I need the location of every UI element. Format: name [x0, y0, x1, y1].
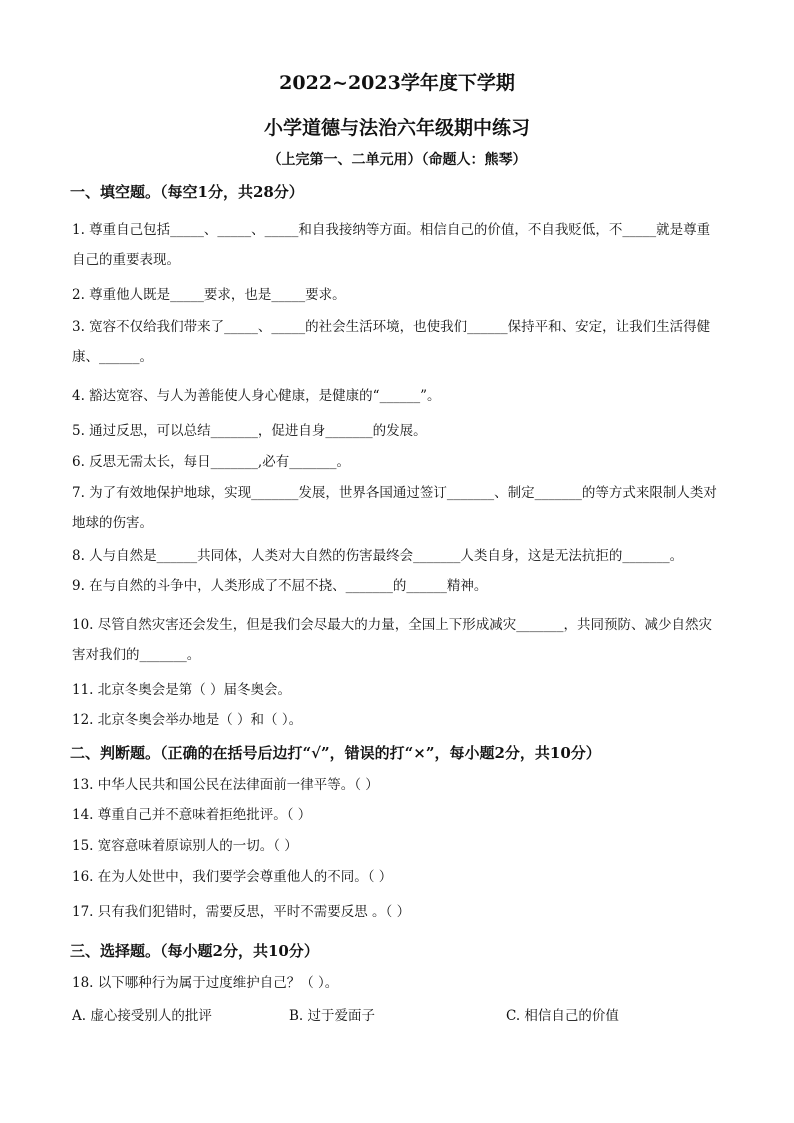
- question-6: 6. 反思无需太长，每日_______,必有_______。: [72, 454, 350, 470]
- option-c: C. 相信自己的价值: [506, 1008, 619, 1024]
- option-b: B. 过于爱面子: [289, 1008, 376, 1024]
- question-13: 13. 中华人民共和国公民在法律面前一律平等。（ ）: [72, 777, 379, 793]
- question-8: 8. 人与自然是______共同体，人类对大自然的伤害最终会_______人类自身，这是无法抗拒的_______。: [72, 548, 684, 564]
- exam-subtitle: （上完第一、二单元用）（命题人：熊琴）: [267, 152, 527, 168]
- question-7: 7. 为了有效地保护地球，实现_______发展，世界各国通过签订_______、制定_______的等方式来限制人类对地球的伤害。: [72, 485, 717, 531]
- exam-subject-title: 小学道德与法治六年级期中练习: [263, 117, 530, 139]
- question-1: 1. 尊重自己包括_____、_____、_____和自我接纳等方面。相信自己的价值，不自我贬低，不_____就是尊重自己的重要表现。: [72, 222, 711, 268]
- question-3: 3. 宽容不仅给我们带来了_____、_____的社会生活环境，也使我们______保持平和、安定，让我们生活得健康、______。: [72, 319, 711, 365]
- question-14: 14. 尊重自己并不意味着拒绝批评。（ ）: [72, 807, 312, 823]
- section-judge-heading: 二、判断题。（正确的在括号后边打“√”，错误的打“×”，每小题2分，共10分）: [70, 744, 601, 762]
- question-18: 18. 以下哪种行为属于过度维护自己？（ ）。: [72, 975, 339, 991]
- question-16: 16. 在为人处世中，我们要学会尊重他人的不同。（ ）: [72, 869, 393, 885]
- question-10: 10. 尽管自然灾害还会发生，但是我们会尽最大的力量，全国上下形成减灾_______，共同预防、减少自然灾害对我们的_______。: [72, 617, 713, 663]
- question-2: 2. 尊重他人既是_____要求，也是_____要求。: [72, 287, 346, 303]
- question-5: 5. 通过反思，可以总结_______，促进自身_______的发展。: [72, 423, 427, 439]
- exam-year-title: 2022~2023学年度下学期: [279, 72, 515, 94]
- section-fill-heading: 一、填空题。（每空1分，共28分）: [70, 183, 304, 201]
- question-4: 4. 豁达宽容、与人为善能使人身心健康，是健康的“______”。: [72, 388, 441, 404]
- question-12: 12. 北京冬奥会举办地是（ ）和（ ）。: [72, 712, 303, 728]
- question-11: 11. 北京冬奥会是第（ ）届冬奥会。: [72, 682, 292, 698]
- question-9: 9. 在与自然的斗争中，人类形成了不屈不挠、_______的______精神。: [72, 578, 488, 594]
- question-17: 17. 只有我们犯错时，需要反思，平时不需要反思 。（ ）: [72, 904, 411, 920]
- question-15: 15. 宽容意味着原谅别人的一切。（ ）: [72, 838, 298, 854]
- option-a: A. 虚心接受别人的批评: [72, 1008, 212, 1024]
- section-choice-heading: 三、选择题。（每小题2分，共10分）: [70, 942, 319, 960]
